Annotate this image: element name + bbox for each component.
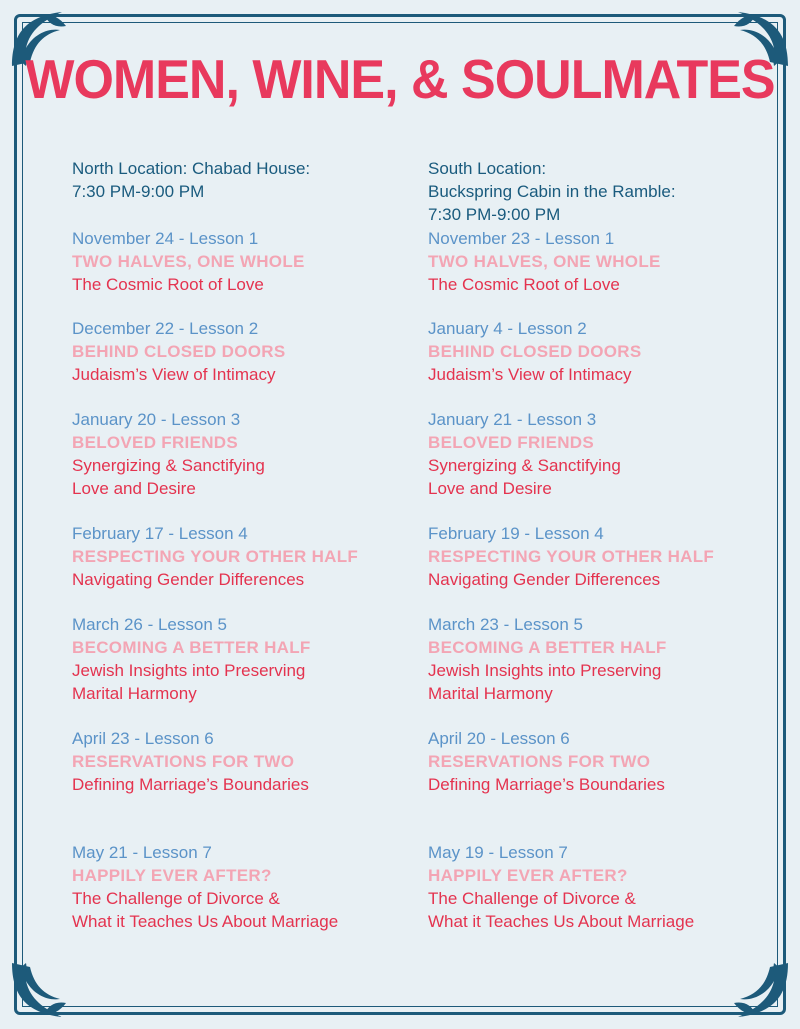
south-lesson-7	[428, 841, 788, 933]
lesson-subtitle: Synergizing & Sanctifying	[428, 456, 621, 475]
corner-ornament-icon	[726, 955, 796, 1025]
lesson-date: February 17 - Lesson 4	[72, 524, 248, 543]
lesson-subtitle: Judaism’s View of Intimacy	[428, 365, 632, 384]
north-lesson-2	[72, 317, 432, 386]
lesson-subtitle: The Challenge of Divorce &	[72, 889, 280, 908]
lesson-subtitle: Defining Marriage’s Boundaries	[428, 775, 665, 794]
lesson-title: BECOMING A BETTER HALF	[72, 638, 311, 657]
lesson-date: November 23 - Lesson 1	[428, 229, 615, 248]
lesson-subtitle: Defining Marriage’s Boundaries	[72, 775, 309, 794]
lesson-subtitle: Jewish Insights into Preserving	[72, 661, 306, 680]
lesson-title: BECOMING A BETTER HALF	[428, 638, 667, 657]
north-lesson-1	[72, 227, 432, 296]
south-lesson-6	[428, 727, 788, 796]
lesson-subtitle: Love and Desire	[72, 479, 196, 498]
north-lesson-4	[72, 522, 432, 591]
north-column	[72, 157, 422, 931]
lesson-date: April 20 - Lesson 6	[428, 729, 570, 748]
lesson-title: HAPPILY EVER AFTER?	[428, 866, 628, 885]
north-lesson-3	[72, 408, 432, 500]
lesson-subtitle: Marital Harmony	[72, 684, 197, 703]
lesson-subtitle: The Cosmic Root of Love	[428, 275, 620, 294]
lesson-title: BELOVED FRIENDS	[72, 433, 239, 452]
page-title: WOMEN, WINE, & SOULMATES	[25, 49, 775, 111]
lesson-date: January 4 - Lesson 2	[428, 319, 587, 338]
lesson-subtitle: The Challenge of Divorce &	[428, 889, 636, 908]
lesson-subtitle: Navigating Gender Differences	[428, 570, 661, 589]
south-lesson-3	[428, 408, 788, 500]
lesson-date: January 20 - Lesson 3	[72, 410, 241, 429]
north-location-time: 7:30 PM-9:00 PM	[72, 182, 205, 201]
lesson-title: BEHIND CLOSED DOORS	[72, 342, 286, 361]
lesson-title: BELOVED FRIENDS	[428, 433, 595, 452]
lesson-subtitle: Synergizing & Sanctifying	[72, 456, 265, 475]
north-location-line: North Location: Chabad House:	[72, 159, 311, 178]
lesson-date: March 26 - Lesson 5	[72, 615, 227, 634]
lesson-subtitle: Navigating Gender Differences	[72, 570, 305, 589]
south-location-line: Buckspring Cabin in the Ramble:	[428, 182, 676, 201]
lesson-subtitle: Judaism’s View of Intimacy	[72, 365, 276, 384]
north-lesson-7	[72, 841, 432, 933]
south-column	[428, 157, 778, 931]
lesson-title: HAPPILY EVER AFTER?	[72, 866, 272, 885]
lesson-date: November 24 - Lesson 1	[72, 229, 259, 248]
north-lesson-5	[72, 613, 432, 705]
lesson-date: January 21 - Lesson 3	[428, 410, 597, 429]
north-lesson-6	[72, 727, 432, 796]
south-lesson-2	[428, 317, 788, 386]
lesson-subtitle: The Cosmic Root of Love	[72, 275, 264, 294]
corner-ornament-icon	[4, 955, 74, 1025]
lesson-date: April 23 - Lesson 6	[72, 729, 214, 748]
south-lesson-4	[428, 522, 788, 591]
lesson-title: TWO HALVES, ONE WHOLE	[428, 252, 661, 271]
lesson-date: May 21 - Lesson 7	[72, 843, 212, 862]
lesson-subtitle: Jewish Insights into Preserving	[428, 661, 662, 680]
lesson-title: RESPECTING YOUR OTHER HALF	[428, 547, 715, 566]
lesson-subtitle: Love and Desire	[428, 479, 552, 498]
lesson-title: RESPECTING YOUR OTHER HALF	[72, 547, 359, 566]
lesson-date: May 19 - Lesson 7	[428, 843, 568, 862]
lesson-date: December 22 - Lesson 2	[72, 319, 259, 338]
south-location-line: South Location:	[428, 159, 547, 178]
lesson-subtitle: Marital Harmony	[428, 684, 553, 703]
south-lesson-5	[428, 613, 788, 705]
south-lesson-1	[428, 227, 788, 296]
lesson-subtitle: What it Teaches Us About Marriage	[72, 912, 339, 931]
lesson-title: BEHIND CLOSED DOORS	[428, 342, 642, 361]
lesson-title: TWO HALVES, ONE WHOLE	[72, 252, 305, 271]
lesson-date: March 23 - Lesson 5	[428, 615, 583, 634]
south-location-time: 7:30 PM-9:00 PM	[428, 205, 561, 224]
lesson-title: RESERVATIONS FOR TWO	[428, 752, 651, 771]
lesson-date: February 19 - Lesson 4	[428, 524, 604, 543]
lesson-title: RESERVATIONS FOR TWO	[72, 752, 295, 771]
lesson-subtitle: What it Teaches Us About Marriage	[428, 912, 695, 931]
